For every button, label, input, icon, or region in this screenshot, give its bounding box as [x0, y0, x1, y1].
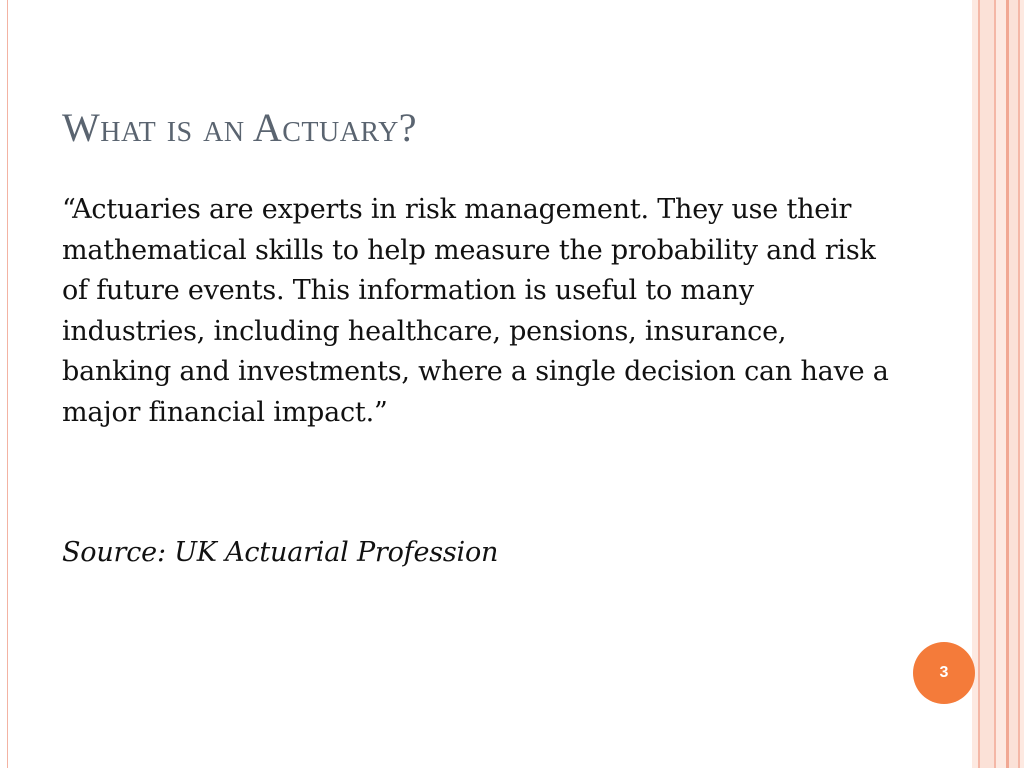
quote-text: “Actuaries are experts in risk management. They use their mathematical skills to help measure the probability and risk of future events. This information is useful to many industries, including healthcare, pensions, insurance, banking and investments, where a single decision can have a major financial impact.”	[62, 194, 889, 428]
stripe	[1009, 0, 1018, 768]
source-citation: Source: UK Actuarial Profession	[62, 537, 499, 568]
decorative-stripes	[972, 0, 1024, 768]
left-border-line	[7, 0, 8, 768]
stripe	[996, 0, 1006, 768]
stripe	[980, 0, 994, 768]
stripe	[1020, 0, 1024, 768]
page-number-badge	[913, 642, 975, 704]
page-number: 3	[939, 664, 949, 681]
slide-title: What is an Actuary?	[62, 105, 418, 150]
